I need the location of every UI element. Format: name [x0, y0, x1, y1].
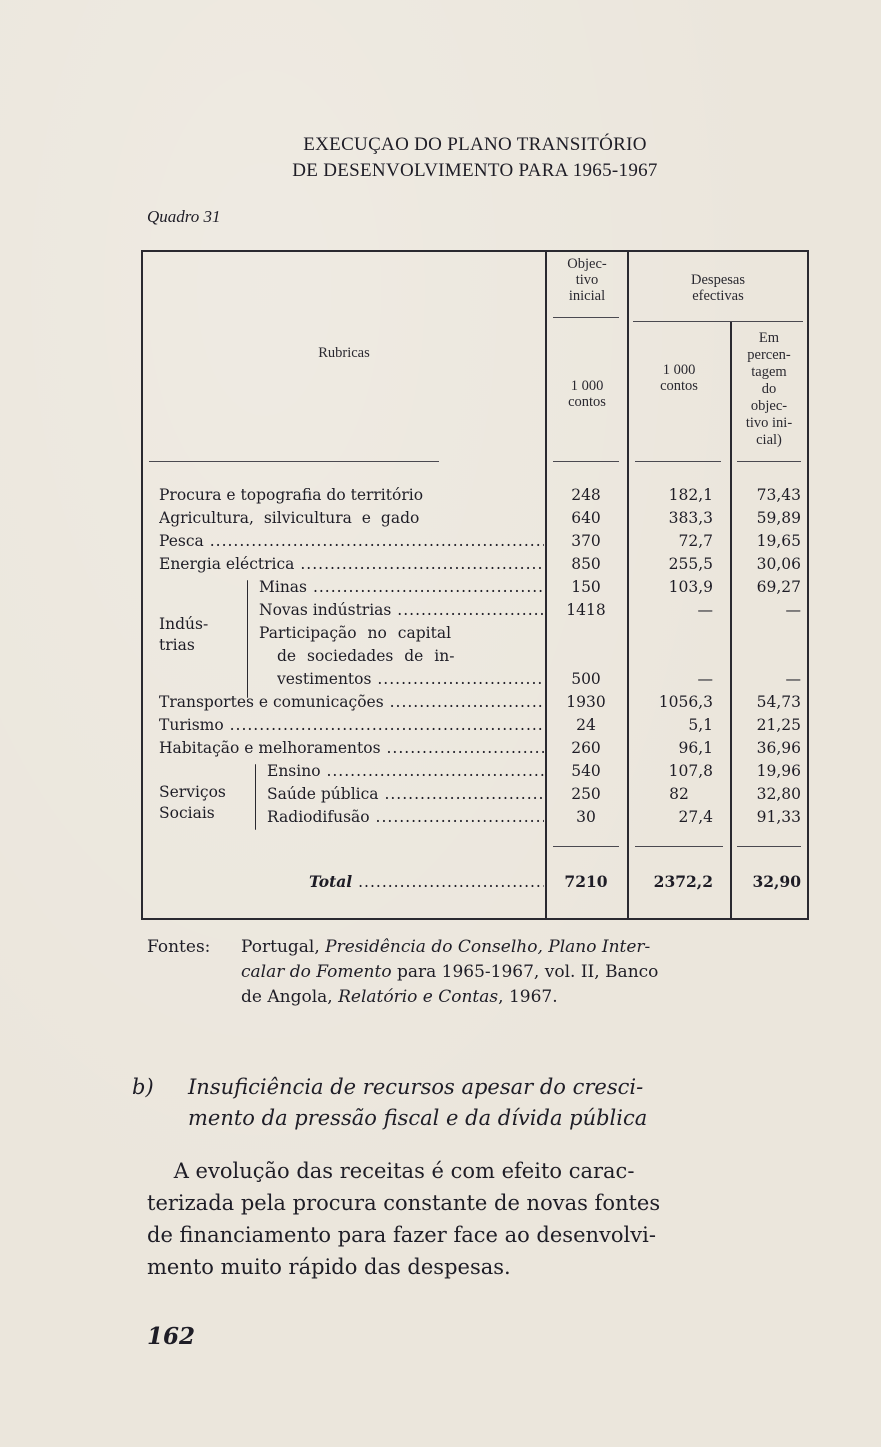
- table-label: Quadro 31: [147, 207, 221, 226]
- page-number: 162: [147, 1323, 196, 1350]
- group-label-servicos-sociais: Serviços Sociais: [159, 783, 226, 822]
- title-line-1: EXECUÇAO DO PLANO TRANSITÓRIO: [303, 134, 647, 155]
- header-rule: [149, 461, 439, 462]
- sources-label: Fontes:: [147, 937, 211, 957]
- table-row: Agricultura, silvicultura e gado 640 383,3 59,89: [159, 509, 801, 527]
- title-line-2: DE DESENVOLVIMENTO PARA 1965-1967: [292, 160, 658, 181]
- total-rule: [737, 846, 801, 847]
- table-row: Habitação e melhoramentos ..... 260 96,1 36,96: [141, 737, 809, 760]
- table-row: de sociedades de in-: [277, 647, 455, 665]
- data-table: [141, 250, 809, 920]
- header-rule: [737, 461, 801, 462]
- table-row: Ensino ..... 540 107,8 19,96: [141, 760, 809, 783]
- table-row: Minas ..... 150 103,9 69,27: [141, 576, 809, 599]
- table-row: Transportes e comunicações ..... 1930 1056,3 54,73: [141, 691, 809, 714]
- table-bottom-rule: [141, 918, 809, 920]
- header-rule: [553, 317, 619, 318]
- table-row: Pesca ..... 370 72,7 19,65: [141, 530, 809, 553]
- total-rule: [635, 846, 723, 847]
- table-row: Novas indústrias ..... 1418 — —: [141, 599, 809, 622]
- table-row: vestimentos ..... 500 — —: [141, 668, 809, 691]
- table-row: Radiodifusão ..... 30 27,4 91,33: [141, 806, 809, 829]
- header-despesas-unit: 1 000 contos: [660, 362, 698, 394]
- header-rule: [635, 461, 721, 462]
- table-row: Saúde pública ..... 250 82 32,80: [141, 783, 809, 806]
- table-total-row: Total ..... 7210 2372,2 32,90: [141, 870, 809, 893]
- table-row: Turismo ..... 24 5,1 21,25: [141, 714, 809, 737]
- table-title: [140, 132, 810, 184]
- header-despesas: Despesas efectivas: [691, 272, 745, 304]
- header-rubricas: Rubricas: [318, 345, 370, 361]
- table-top-rule: [141, 250, 809, 252]
- header-rule: [633, 321, 803, 322]
- body-paragraph: A evolução das receitas é com efeito carac- terizada pela procura constante de novas fontes de financiamento para fazer face ao desenvolvi- mento muito rápido das despesas.: [147, 1159, 661, 1279]
- header-objectivo-unit: 1 000 contos: [568, 378, 606, 410]
- table-row: Energia eléctrica ..... 850 255,5 30,06: [141, 553, 809, 576]
- table-row: Participação no capital: [259, 624, 452, 642]
- header-objectivo: Objec- tivo inicial: [567, 256, 607, 304]
- total-rule: [553, 846, 619, 847]
- sources-text: Portugal, Presidência do Conselho, Plano Inter- calar do Fomento para 1965-1967, vol. II, Banco de Angola, Relatório e Contas, 1967.: [241, 937, 659, 1007]
- group-label-industrias: Indús- trias: [159, 615, 209, 654]
- header-rule: [553, 461, 619, 462]
- table-row: Procura e topografia do território 248 182,1 73,43: [159, 486, 801, 504]
- section-prefix: b): [132, 1075, 154, 1099]
- section-heading: b) Insuficiência de recursos apesar do cresci- mento da pressão fiscal e da dívida pública: [188, 1072, 828, 1134]
- header-percentagem: Em percen- tagem do objec- tivo ini- cial): [745, 330, 793, 448]
